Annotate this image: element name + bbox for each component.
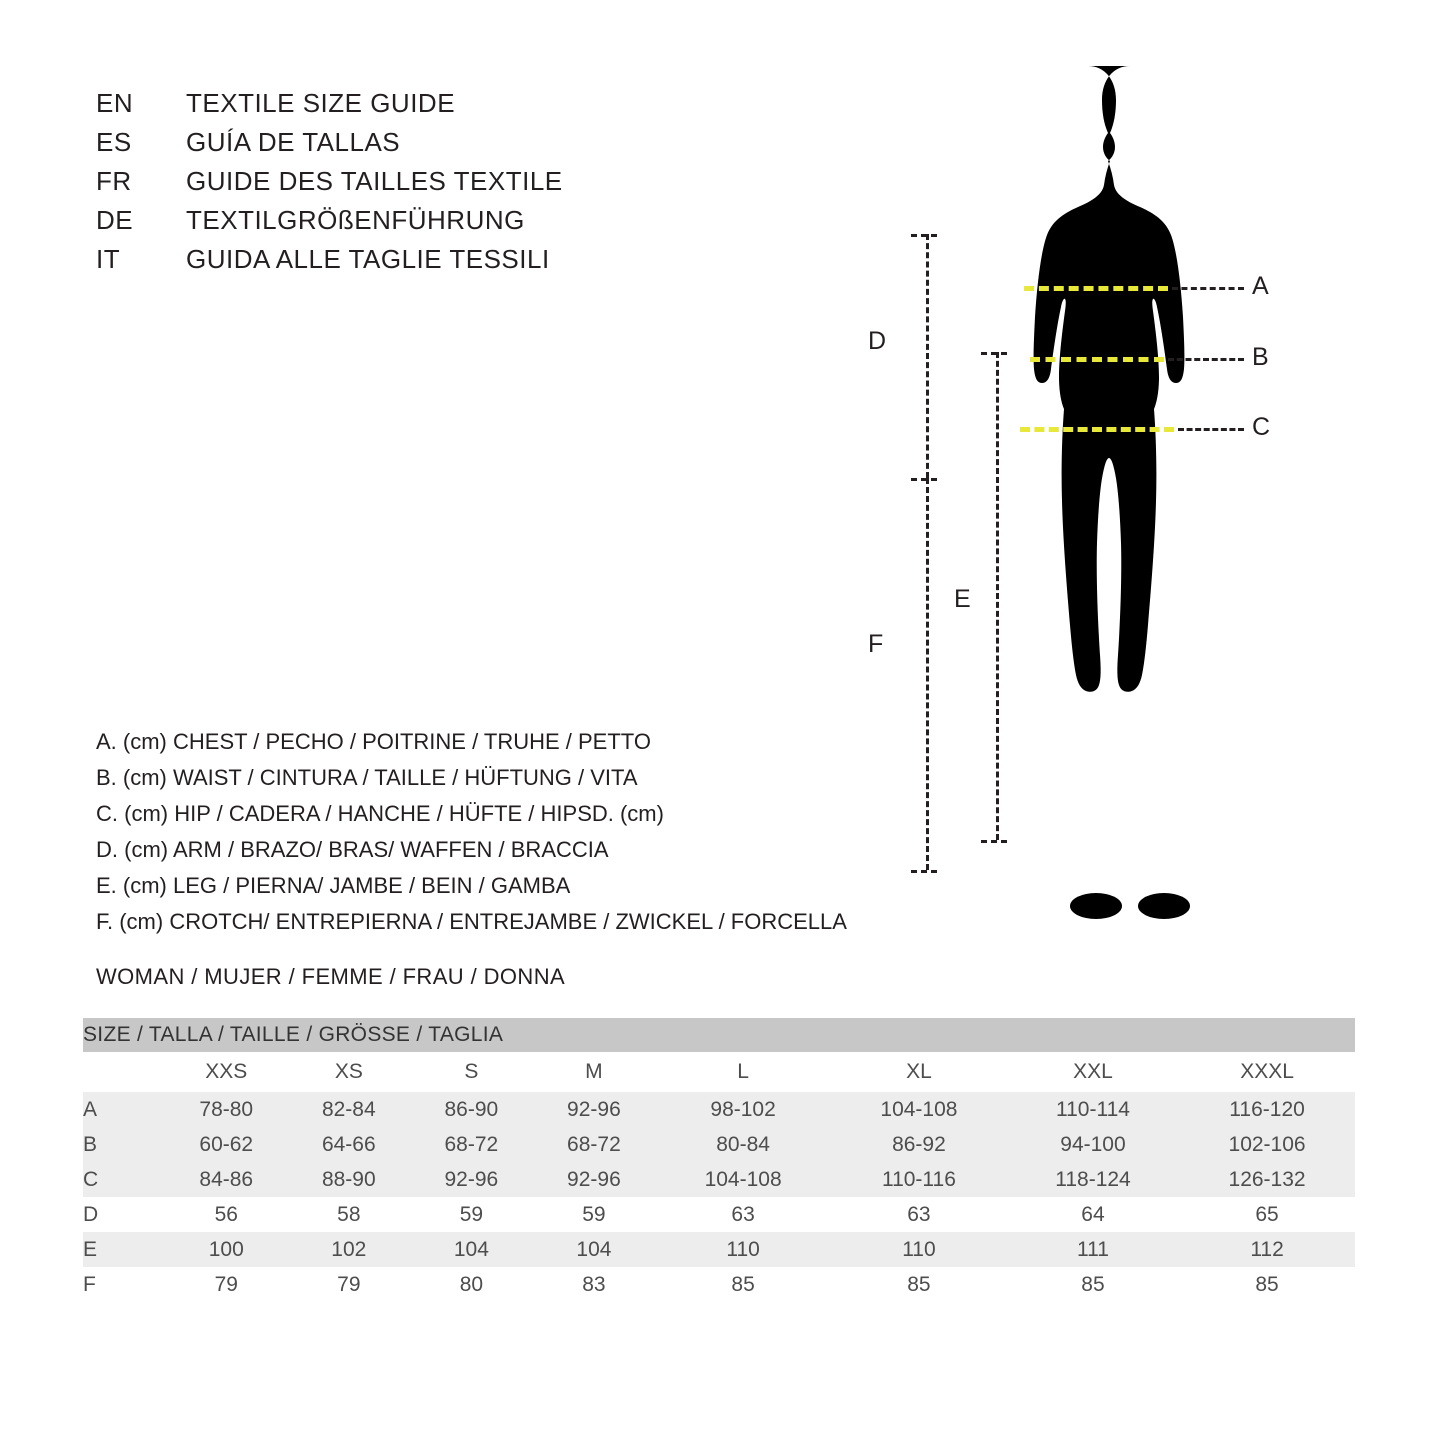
cell: 116-120 — [1179, 1092, 1355, 1127]
cell: 63 — [655, 1197, 831, 1232]
language-code: EN — [96, 88, 134, 118]
arm-bracket-bottom-tick — [911, 478, 937, 481]
table-row — [83, 1127, 1355, 1162]
row-label-c: C — [83, 1162, 165, 1197]
language-title: TEXTILE SIZE GUIDE — [186, 88, 456, 118]
cell: 68-72 — [410, 1127, 533, 1162]
table-corner-cell — [83, 1052, 165, 1092]
woman-silhouette-icon — [1000, 60, 1260, 920]
row-label-b: B — [83, 1127, 165, 1162]
leg-bracket-bottom-tick — [981, 840, 1007, 843]
crotch-bracket-f — [926, 478, 929, 870]
chest-measure-line — [1024, 286, 1168, 291]
language-title: GUÍA DE TALLAS — [186, 127, 401, 157]
row-label-a: A — [83, 1092, 165, 1127]
legend-item-c: C. (cm) HIP / CADERA / HANCHE / HÜFTE / HIPSD. (cm) — [96, 801, 664, 826]
leg-bracket-e — [996, 352, 999, 840]
callout-label-a: A — [1252, 272, 1269, 300]
cell: 85 — [655, 1267, 831, 1302]
cell: 104 — [533, 1232, 656, 1267]
leg-bracket-top-tick — [981, 352, 1007, 355]
cell: 79 — [165, 1267, 288, 1302]
gender-caption: WOMAN / MUJER / FEMME / FRAU / DONNA — [96, 964, 566, 989]
table-row — [83, 1232, 1355, 1267]
cell: 102-106 — [1179, 1127, 1355, 1162]
cell: 104 — [410, 1232, 533, 1267]
language-row — [96, 244, 563, 283]
language-title: TEXTILGRÖßENFÜHRUNG — [186, 205, 525, 235]
cell: 58 — [288, 1197, 411, 1232]
cell: 98-102 — [655, 1092, 831, 1127]
language-row — [96, 205, 563, 244]
cell: 110-114 — [1007, 1092, 1179, 1127]
column-header-m: M — [533, 1052, 656, 1092]
arm-bracket-top-tick — [911, 234, 937, 237]
cell: 112 — [1179, 1232, 1355, 1267]
cell: 63 — [831, 1197, 1007, 1232]
cell: 104-108 — [655, 1162, 831, 1197]
cell: 68-72 — [533, 1127, 656, 1162]
column-header-xxl: XXL — [1007, 1052, 1179, 1092]
column-header-xs: XS — [288, 1052, 411, 1092]
legend-item-b: B. (cm) WAIST / CINTURA / TAILLE / HÜFTUNG / VITA — [96, 765, 638, 790]
chest-callout-leader — [1172, 287, 1244, 290]
cell: 79 — [288, 1267, 411, 1302]
cell: 80-84 — [655, 1127, 831, 1162]
table-banner-row — [83, 1018, 1355, 1052]
cell: 100 — [165, 1232, 288, 1267]
table-header-row — [83, 1052, 1355, 1092]
cell: 92-96 — [533, 1162, 656, 1197]
cell: 78-80 — [165, 1092, 288, 1127]
cell: 102 — [288, 1232, 411, 1267]
legend-item-d: D. (cm) ARM / BRAZO/ BRAS/ WAFFEN / BRACCIA — [96, 837, 609, 862]
callout-label-c: C — [1252, 413, 1271, 441]
cell: 83 — [533, 1267, 656, 1302]
size-table — [83, 1018, 1355, 1302]
language-code: DE — [96, 205, 134, 235]
language-row — [96, 166, 563, 205]
legend-item-f: F. (cm) CROTCH/ ENTREPIERNA / ENTREJAMBE / ZWICKEL / FORCELLA — [96, 909, 847, 934]
cell: 84-86 — [165, 1162, 288, 1197]
cell: 110-116 — [831, 1162, 1007, 1197]
language-code: IT — [96, 244, 121, 274]
legend-item-e: E. (cm) LEG / PIERNA/ JAMBE / BEIN / GAMBA — [96, 873, 571, 898]
table-row — [83, 1092, 1355, 1127]
hip-measure-line — [1020, 427, 1174, 432]
cell: 85 — [831, 1267, 1007, 1302]
cell: 59 — [410, 1197, 533, 1232]
column-header-s: S — [410, 1052, 533, 1092]
language-row — [96, 88, 563, 127]
language-title: GUIDA ALLE TAGLIE TESSILI — [186, 244, 550, 274]
bracket-label-d: D — [868, 327, 887, 355]
cell: 64 — [1007, 1197, 1179, 1232]
column-header-xxxl: XXXL — [1179, 1052, 1355, 1092]
bracket-label-f: F — [868, 630, 884, 658]
cell: 88-90 — [288, 1162, 411, 1197]
crotch-bracket-bottom-tick — [911, 870, 937, 873]
column-header-xl: XL — [831, 1052, 1007, 1092]
row-label-f: F — [83, 1267, 165, 1302]
language-title: GUIDE DES TAILLES TEXTILE — [186, 166, 563, 196]
cell: 86-92 — [831, 1127, 1007, 1162]
table-row — [83, 1267, 1355, 1302]
cell: 86-90 — [410, 1092, 533, 1127]
cell: 85 — [1007, 1267, 1179, 1302]
measurement-diagram — [830, 60, 1390, 920]
hip-callout-leader — [1178, 428, 1244, 431]
waist-measure-line — [1030, 357, 1164, 362]
cell: 85 — [1179, 1267, 1355, 1302]
legend-list — [96, 724, 847, 940]
column-header-l: L — [655, 1052, 831, 1092]
cell: 82-84 — [288, 1092, 411, 1127]
table-banner-label: SIZE / TALLA / TAILLE / GRÖSSE / TAGLIA — [83, 1018, 1355, 1052]
language-code: FR — [96, 166, 132, 196]
cell: 118-124 — [1007, 1162, 1179, 1197]
column-header-xxs: XXS — [165, 1052, 288, 1092]
cell: 104-108 — [831, 1092, 1007, 1127]
cell: 92-96 — [410, 1162, 533, 1197]
cell: 110 — [655, 1232, 831, 1267]
waist-callout-leader — [1168, 358, 1244, 361]
row-label-d: D — [83, 1197, 165, 1232]
table-row — [83, 1162, 1355, 1197]
cell: 64-66 — [288, 1127, 411, 1162]
cell: 92-96 — [533, 1092, 656, 1127]
language-title-block — [96, 88, 563, 283]
cell: 111 — [1007, 1232, 1179, 1267]
cell: 56 — [165, 1197, 288, 1232]
language-code: ES — [96, 127, 132, 157]
table-row — [83, 1197, 1355, 1232]
language-row — [96, 127, 563, 166]
arm-bracket-d — [926, 234, 929, 478]
cell: 65 — [1179, 1197, 1355, 1232]
row-label-e: E — [83, 1232, 165, 1267]
cell: 126-132 — [1179, 1162, 1355, 1197]
cell: 110 — [831, 1232, 1007, 1267]
bracket-label-e: E — [954, 585, 971, 613]
cell: 80 — [410, 1267, 533, 1302]
cell: 94-100 — [1007, 1127, 1179, 1162]
cell: 59 — [533, 1197, 656, 1232]
cell: 60-62 — [165, 1127, 288, 1162]
legend-item-a: A. (cm) CHEST / PECHO / POITRINE / TRUHE / PETTO — [96, 729, 651, 754]
callout-label-b: B — [1252, 343, 1269, 371]
